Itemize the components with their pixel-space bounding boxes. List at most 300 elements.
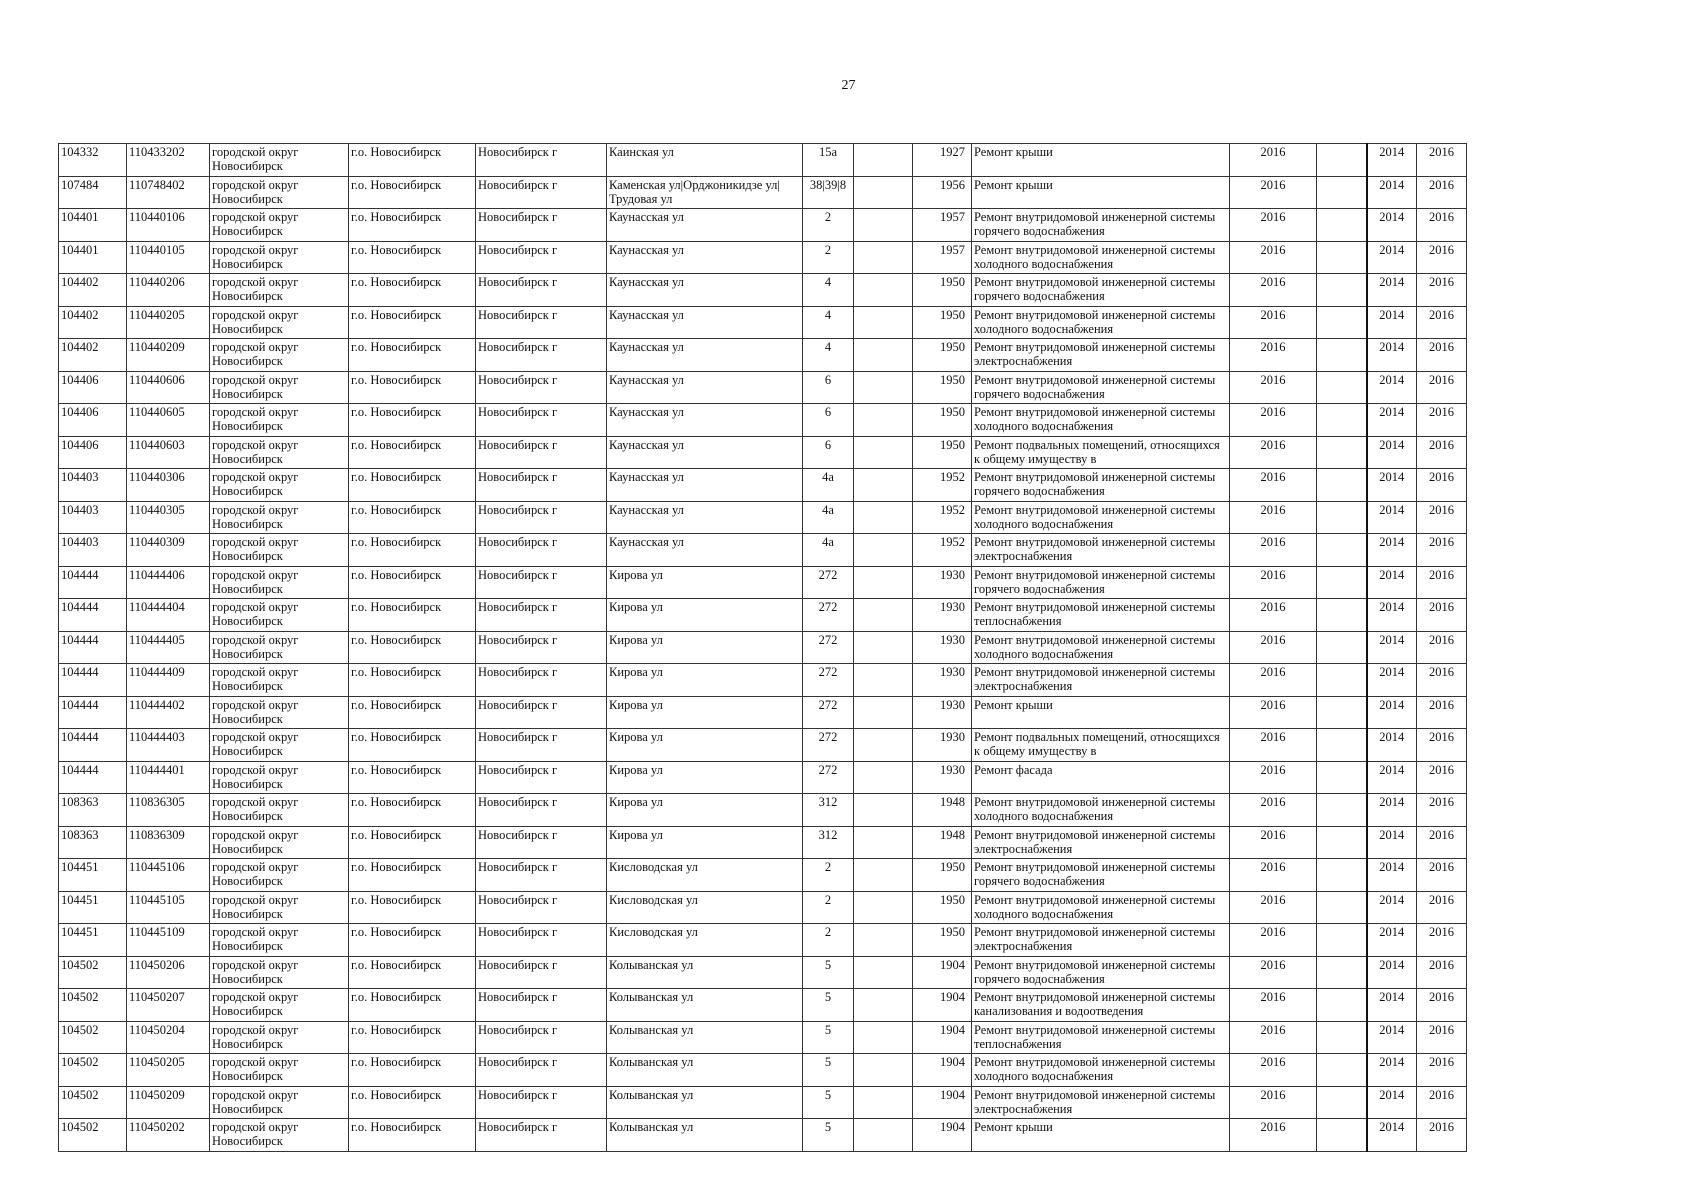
cell-plan-year xyxy=(1230,729,1317,762)
cell-street xyxy=(607,241,803,274)
table-row xyxy=(59,469,1467,502)
cell-build-year xyxy=(913,404,972,437)
cell-blank-2 xyxy=(1317,729,1367,762)
cell-house-number-text: 5 xyxy=(824,1055,832,1069)
cell-period-start xyxy=(1367,1021,1417,1054)
cell-build-year-text: 1950 xyxy=(940,860,965,874)
cell-street xyxy=(607,826,803,859)
table-row xyxy=(59,566,1467,599)
cell-street-text: Кисловодская ул xyxy=(609,892,698,907)
cell-house-id xyxy=(59,436,127,469)
cell-plan-year-text: 2016 xyxy=(1260,405,1286,419)
cell-house-number xyxy=(803,339,854,372)
cell-settlement-text: г.о. Новосибирск xyxy=(351,275,442,289)
cell-city-text: Новосибирск г xyxy=(478,1120,558,1134)
cell-municipality-text: городской округ Новосибирск xyxy=(212,1120,299,1148)
cell-work-type xyxy=(972,696,1230,729)
cell-settlement xyxy=(349,144,476,177)
cell-period-start xyxy=(1367,534,1417,567)
cell-build-year xyxy=(913,631,972,664)
cell-period-start xyxy=(1367,1086,1417,1119)
cell-house-id-text: 104502 xyxy=(61,957,99,972)
table-row xyxy=(59,924,1467,957)
cell-blank-2 xyxy=(1317,956,1367,989)
cell-municipality xyxy=(210,729,349,762)
cell-house-number xyxy=(803,501,854,534)
cell-municipality xyxy=(210,794,349,827)
cell-city xyxy=(476,469,607,502)
cell-settlement-text: г.о. Новосибирск xyxy=(351,632,442,647)
table-row xyxy=(59,794,1467,827)
cell-work-type-text: Ремонт внутридомовой инженерной системы горячего водоснабжения xyxy=(974,860,1216,888)
cell-work-type-text: Ремонт подвальных помещений, относящихся к общему имуществу в xyxy=(974,437,1220,466)
cell-street xyxy=(607,1119,803,1152)
cell-city-text: Новосибирск г xyxy=(478,860,558,874)
cell-plan-year-text: 2016 xyxy=(1260,470,1286,484)
cell-settlement-text: г.о. Новосибирск xyxy=(351,697,442,712)
cell-municipality-text: городской округ Новосибирск xyxy=(212,697,299,726)
cell-plan-year xyxy=(1230,241,1317,274)
cell-period-start xyxy=(1367,891,1417,924)
cell-municipality xyxy=(210,599,349,632)
cell-municipality-text: городской округ Новосибирск xyxy=(212,990,299,1018)
cell-city xyxy=(476,891,607,924)
cell-period-start-text: 2014 xyxy=(1379,502,1405,517)
table-row xyxy=(59,891,1467,924)
cell-settlement xyxy=(349,501,476,534)
cell-record-id-text: 110836309 xyxy=(129,827,185,842)
cell-city xyxy=(476,696,607,729)
cell-blank xyxy=(854,306,913,339)
cell-record-id xyxy=(127,599,210,632)
cell-settlement-text: г.о. Новосибирск xyxy=(351,892,442,907)
cell-municipality-text: городской округ Новосибирск xyxy=(212,340,299,368)
cell-record-id xyxy=(127,891,210,924)
cell-house-number xyxy=(803,404,854,437)
cell-work-type xyxy=(972,891,1230,924)
cell-street-text: Каунасская ул xyxy=(609,372,684,387)
cell-street xyxy=(607,501,803,534)
cell-municipality-text: городской округ Новосибирск xyxy=(212,1055,299,1083)
cell-blank xyxy=(854,696,913,729)
cell-record-id xyxy=(127,306,210,339)
cell-record-id xyxy=(127,1119,210,1152)
cell-city-text: Новосибирск г xyxy=(478,697,558,712)
cell-municipality-text: городской округ Новосибирск xyxy=(212,145,299,173)
cell-house-id-text: 104401 xyxy=(61,242,99,257)
cell-plan-year xyxy=(1230,989,1317,1022)
cell-work-type xyxy=(972,209,1230,242)
cell-period-end-text: 2016 xyxy=(1429,437,1454,452)
cell-house-id xyxy=(59,859,127,892)
cell-plan-year xyxy=(1230,761,1317,794)
cell-city-text: Новосибирск г xyxy=(478,242,558,257)
cell-street xyxy=(607,566,803,599)
cell-house-id-text: 104502 xyxy=(61,1055,99,1069)
cell-period-start-text: 2014 xyxy=(1379,860,1405,874)
cell-period-end xyxy=(1417,566,1467,599)
cell-house-id xyxy=(59,1021,127,1054)
cell-plan-year-text: 2016 xyxy=(1260,892,1286,907)
cell-plan-year-text: 2016 xyxy=(1260,437,1286,452)
cell-period-start xyxy=(1367,306,1417,339)
cell-record-id xyxy=(127,761,210,794)
cell-period-start-text: 2014 xyxy=(1379,600,1405,614)
cell-build-year xyxy=(913,924,972,957)
cell-street xyxy=(607,794,803,827)
cell-blank xyxy=(854,794,913,827)
cell-period-end xyxy=(1417,534,1467,567)
table-row xyxy=(59,534,1467,567)
cell-house-id xyxy=(59,404,127,437)
cell-record-id xyxy=(127,436,210,469)
cell-street xyxy=(607,339,803,372)
cell-house-number-text: 6 xyxy=(824,372,832,387)
cell-municipality-text: городской округ Новосибирск xyxy=(212,502,299,531)
cell-period-end-text: 2016 xyxy=(1429,990,1454,1004)
cell-build-year-text: 1952 xyxy=(940,470,965,484)
cell-work-type xyxy=(972,1021,1230,1054)
cell-city-text: Новосибирск г xyxy=(478,307,558,322)
cell-plan-year xyxy=(1230,1119,1317,1152)
cell-period-start-text: 2014 xyxy=(1379,242,1405,257)
cell-house-number-text: 272 xyxy=(818,665,838,679)
cell-house-number xyxy=(803,1086,854,1119)
cell-build-year xyxy=(913,501,972,534)
cell-blank-2 xyxy=(1317,534,1367,567)
cell-street-text: Каунасская ул xyxy=(609,210,684,224)
cell-period-start xyxy=(1367,469,1417,502)
cell-work-type-text: Ремонт внутридомовой инженерной системы электроснабжения xyxy=(974,535,1216,563)
cell-municipality-text: городской округ Новосибирск xyxy=(212,275,299,303)
cell-municipality xyxy=(210,1119,349,1152)
cell-house-number-text: 272 xyxy=(818,697,838,712)
cell-record-id xyxy=(127,404,210,437)
cell-build-year-text: 1950 xyxy=(940,925,965,939)
cell-build-year xyxy=(913,144,972,177)
cell-period-start-text: 2014 xyxy=(1379,632,1405,647)
cell-house-number xyxy=(803,696,854,729)
cell-municipality xyxy=(210,371,349,404)
cell-record-id xyxy=(127,794,210,827)
cell-house-id-text: 107484 xyxy=(61,177,99,192)
cell-plan-year-text: 2016 xyxy=(1260,697,1286,712)
cell-period-end xyxy=(1417,469,1467,502)
cell-house-number-text: 272 xyxy=(818,632,838,647)
cell-blank-2 xyxy=(1317,566,1367,599)
cell-house-id-text: 104502 xyxy=(61,990,99,1004)
cell-plan-year xyxy=(1230,826,1317,859)
cell-period-start-text: 2014 xyxy=(1379,795,1405,809)
cell-record-id xyxy=(127,924,210,957)
cell-city-text: Новосибирск г xyxy=(478,502,558,517)
cell-house-id xyxy=(59,664,127,697)
cell-blank xyxy=(854,664,913,697)
cell-work-type-text: Ремонт крыши xyxy=(974,145,1053,159)
cell-settlement xyxy=(349,436,476,469)
cell-build-year xyxy=(913,209,972,242)
cell-street-text: Каунасская ул xyxy=(609,307,684,322)
cell-settlement-text: г.о. Новосибирск xyxy=(351,340,442,354)
cell-municipality xyxy=(210,631,349,664)
cell-street xyxy=(607,1086,803,1119)
cell-plan-year-text: 2016 xyxy=(1260,632,1286,647)
cell-house-id xyxy=(59,696,127,729)
cell-plan-year-text: 2016 xyxy=(1260,990,1286,1004)
cell-city-text: Новосибирск г xyxy=(478,1055,558,1069)
table-row xyxy=(59,1119,1467,1152)
cell-record-id-text: 110445105 xyxy=(129,892,185,907)
cell-record-id-text: 110450206 xyxy=(129,957,185,972)
cell-work-type xyxy=(972,859,1230,892)
cell-work-type-text: Ремонт крыши xyxy=(974,177,1053,192)
cell-build-year-text: 1950 xyxy=(940,437,965,452)
cell-period-end-text: 2016 xyxy=(1429,340,1454,354)
cell-period-end-text: 2016 xyxy=(1429,372,1454,387)
table-body xyxy=(59,144,1467,1152)
cell-record-id xyxy=(127,826,210,859)
cell-house-number xyxy=(803,144,854,177)
cell-house-number xyxy=(803,761,854,794)
cell-street-text: Кирова ул xyxy=(609,795,663,809)
cell-build-year-text: 1952 xyxy=(940,535,965,549)
cell-work-type xyxy=(972,826,1230,859)
cell-house-id-text: 104451 xyxy=(61,860,99,874)
cell-settlement-text: г.о. Новосибирск xyxy=(351,1055,442,1069)
cell-period-start-text: 2014 xyxy=(1379,470,1405,484)
cell-house-number-text: 4а xyxy=(822,535,834,549)
cell-period-start-text: 2014 xyxy=(1379,210,1405,224)
cell-work-type-text: Ремонт подвальных помещений, относящихся к общему имуществу в xyxy=(974,730,1220,758)
cell-build-year xyxy=(913,1086,972,1119)
cell-city-text: Новосибирск г xyxy=(478,925,558,939)
cell-street xyxy=(607,989,803,1022)
cell-street-text: Каунасская ул xyxy=(609,242,684,257)
cell-period-start xyxy=(1367,664,1417,697)
cell-record-id-text: 110748402 xyxy=(129,177,185,192)
cell-settlement xyxy=(349,761,476,794)
cell-build-year-text: 1904 xyxy=(940,1087,965,1102)
cell-record-id-text: 110450209 xyxy=(129,1087,185,1102)
cell-plan-year xyxy=(1230,1086,1317,1119)
cell-city-text: Новосибирск г xyxy=(478,1087,558,1102)
cell-plan-year xyxy=(1230,859,1317,892)
cell-period-end xyxy=(1417,209,1467,242)
cell-work-type-text: Ремонт внутридомовой инженерной системы холодного водоснабжения xyxy=(974,405,1216,433)
cell-plan-year xyxy=(1230,436,1317,469)
table-row xyxy=(59,371,1467,404)
cell-city xyxy=(476,761,607,794)
cell-blank xyxy=(854,274,913,307)
cell-municipality-text: городской округ Новосибирск xyxy=(212,177,299,206)
cell-period-end-text: 2016 xyxy=(1429,957,1454,972)
cell-period-end-text: 2016 xyxy=(1429,925,1454,939)
cell-plan-year xyxy=(1230,696,1317,729)
cell-period-end xyxy=(1417,1086,1467,1119)
cell-period-start xyxy=(1367,176,1417,209)
cell-blank-2 xyxy=(1317,761,1367,794)
cell-municipality-text: городской округ Новосибирск xyxy=(212,307,299,336)
cell-house-number xyxy=(803,274,854,307)
cell-work-type-text: Ремонт внутридомовой инженерной системы горячего водоснабжения xyxy=(974,210,1216,238)
cell-city xyxy=(476,664,607,697)
cell-period-start xyxy=(1367,989,1417,1022)
cell-period-start xyxy=(1367,501,1417,534)
cell-house-number-text: 5 xyxy=(824,1120,832,1134)
repair-schedule-table xyxy=(58,143,1467,1152)
cell-blank-2 xyxy=(1317,371,1367,404)
cell-work-type xyxy=(972,371,1230,404)
cell-house-number-text: 272 xyxy=(818,600,838,614)
cell-build-year xyxy=(913,891,972,924)
cell-municipality xyxy=(210,891,349,924)
table-row xyxy=(59,501,1467,534)
cell-build-year xyxy=(913,1021,972,1054)
cell-settlement-text: г.о. Новосибирск xyxy=(351,470,442,484)
cell-work-type xyxy=(972,404,1230,437)
cell-period-start xyxy=(1367,956,1417,989)
cell-work-type-text: Ремонт крыши xyxy=(974,1120,1053,1134)
cell-settlement-text: г.о. Новосибирск xyxy=(351,1022,442,1037)
cell-settlement-text: г.о. Новосибирск xyxy=(351,437,442,452)
cell-build-year xyxy=(913,664,972,697)
cell-house-number xyxy=(803,826,854,859)
cell-municipality-text: городской округ Новосибирск xyxy=(212,405,299,433)
cell-work-type-text: Ремонт внутридомовой инженерной системы холодного водоснабжения xyxy=(974,892,1216,921)
cell-settlement xyxy=(349,534,476,567)
cell-build-year xyxy=(913,339,972,372)
cell-house-id-text: 104406 xyxy=(61,372,99,387)
cell-city-text: Новосибирск г xyxy=(478,177,558,192)
cell-city xyxy=(476,1119,607,1152)
cell-plan-year-text: 2016 xyxy=(1260,730,1286,744)
cell-work-type xyxy=(972,306,1230,339)
cell-street xyxy=(607,599,803,632)
cell-settlement xyxy=(349,339,476,372)
cell-settlement xyxy=(349,1021,476,1054)
cell-period-start-text: 2014 xyxy=(1379,730,1405,744)
cell-build-year-text: 1957 xyxy=(940,242,965,257)
cell-plan-year-text: 2016 xyxy=(1260,665,1286,679)
cell-settlement xyxy=(349,826,476,859)
cell-plan-year-text: 2016 xyxy=(1260,925,1286,939)
cell-plan-year-text: 2016 xyxy=(1260,600,1286,614)
table-row xyxy=(59,826,1467,859)
cell-plan-year xyxy=(1230,1054,1317,1087)
cell-city-text: Новосибирск г xyxy=(478,535,558,549)
cell-record-id-text: 110444406 xyxy=(129,567,185,582)
cell-period-end xyxy=(1417,794,1467,827)
cell-period-start xyxy=(1367,1119,1417,1152)
cell-house-number xyxy=(803,1054,854,1087)
cell-city xyxy=(476,436,607,469)
table-row xyxy=(59,436,1467,469)
cell-record-id-text: 110450204 xyxy=(129,1022,185,1037)
cell-period-start-text: 2014 xyxy=(1379,307,1405,322)
table-row xyxy=(59,1054,1467,1087)
cell-period-start-text: 2014 xyxy=(1379,827,1405,842)
cell-build-year-text: 1952 xyxy=(940,502,965,517)
cell-period-start xyxy=(1367,274,1417,307)
cell-period-end-text: 2016 xyxy=(1429,535,1454,549)
cell-house-id xyxy=(59,469,127,502)
cell-house-number xyxy=(803,859,854,892)
cell-record-id xyxy=(127,859,210,892)
cell-period-start xyxy=(1367,566,1417,599)
cell-plan-year xyxy=(1230,631,1317,664)
cell-city-text: Новосибирск г xyxy=(478,762,558,777)
table-row xyxy=(59,404,1467,437)
cell-build-year-text: 1956 xyxy=(940,177,965,192)
cell-build-year xyxy=(913,696,972,729)
cell-house-number-text: 4а xyxy=(822,502,834,517)
cell-period-start-text: 2014 xyxy=(1379,762,1405,777)
cell-city xyxy=(476,1086,607,1119)
cell-city-text: Новосибирск г xyxy=(478,1022,558,1037)
cell-municipality-text: городской округ Новосибирск xyxy=(212,665,299,693)
cell-municipality xyxy=(210,664,349,697)
cell-record-id-text: 110440309 xyxy=(129,535,185,549)
cell-record-id-text: 110444404 xyxy=(129,600,185,614)
cell-settlement-text: г.о. Новосибирск xyxy=(351,730,442,744)
cell-street-text: Кирова ул xyxy=(609,730,663,744)
table-row xyxy=(59,859,1467,892)
cell-period-end-text: 2016 xyxy=(1429,795,1454,809)
cell-municipality-text: городской округ Новосибирск xyxy=(212,762,299,791)
cell-blank xyxy=(854,956,913,989)
cell-settlement xyxy=(349,696,476,729)
cell-plan-year-text: 2016 xyxy=(1260,340,1286,354)
table-row xyxy=(59,241,1467,274)
cell-plan-year xyxy=(1230,1021,1317,1054)
cell-blank xyxy=(854,989,913,1022)
cell-house-id xyxy=(59,371,127,404)
cell-house-id-text: 104444 xyxy=(61,697,99,712)
cell-house-id xyxy=(59,274,127,307)
cell-plan-year xyxy=(1230,144,1317,177)
cell-record-id-text: 110440305 xyxy=(129,502,185,517)
cell-blank-2 xyxy=(1317,241,1367,274)
cell-municipality-text: городской округ Новосибирск xyxy=(212,242,299,271)
cell-house-id-text: 104332 xyxy=(61,145,99,159)
cell-work-type-text: Ремонт внутридомовой инженерной системы горячего водоснабжения xyxy=(974,957,1216,986)
cell-work-type-text: Ремонт внутридомовой инженерной системы теплоснабжения xyxy=(974,600,1216,628)
cell-street-text: Кирова ул xyxy=(609,567,663,582)
cell-work-type xyxy=(972,956,1230,989)
cell-settlement xyxy=(349,469,476,502)
cell-work-type-text: Ремонт внутридомовой инженерной системы холодного водоснабжения xyxy=(974,307,1216,336)
cell-build-year xyxy=(913,436,972,469)
cell-house-number-text: 272 xyxy=(818,730,838,744)
cell-house-id-text: 104406 xyxy=(61,437,99,452)
cell-work-type xyxy=(972,534,1230,567)
cell-record-id xyxy=(127,209,210,242)
cell-house-number-text: 6 xyxy=(824,437,832,452)
cell-street-text: Колыванская ул xyxy=(609,1120,694,1134)
cell-build-year-text: 1904 xyxy=(940,1055,965,1069)
cell-house-id-text: 104444 xyxy=(61,567,99,582)
cell-municipality-text: городской округ Новосибирск xyxy=(212,567,299,596)
cell-street xyxy=(607,696,803,729)
cell-blank xyxy=(854,371,913,404)
cell-municipality-text: городской округ Новосибирск xyxy=(212,535,299,563)
cell-street-text: Кисловодская ул xyxy=(609,925,698,939)
cell-period-start-text: 2014 xyxy=(1379,665,1405,679)
cell-house-id xyxy=(59,891,127,924)
cell-period-end-text: 2016 xyxy=(1429,762,1454,777)
cell-settlement-text: г.о. Новосибирск xyxy=(351,567,442,582)
cell-build-year-text: 1904 xyxy=(940,1120,965,1134)
